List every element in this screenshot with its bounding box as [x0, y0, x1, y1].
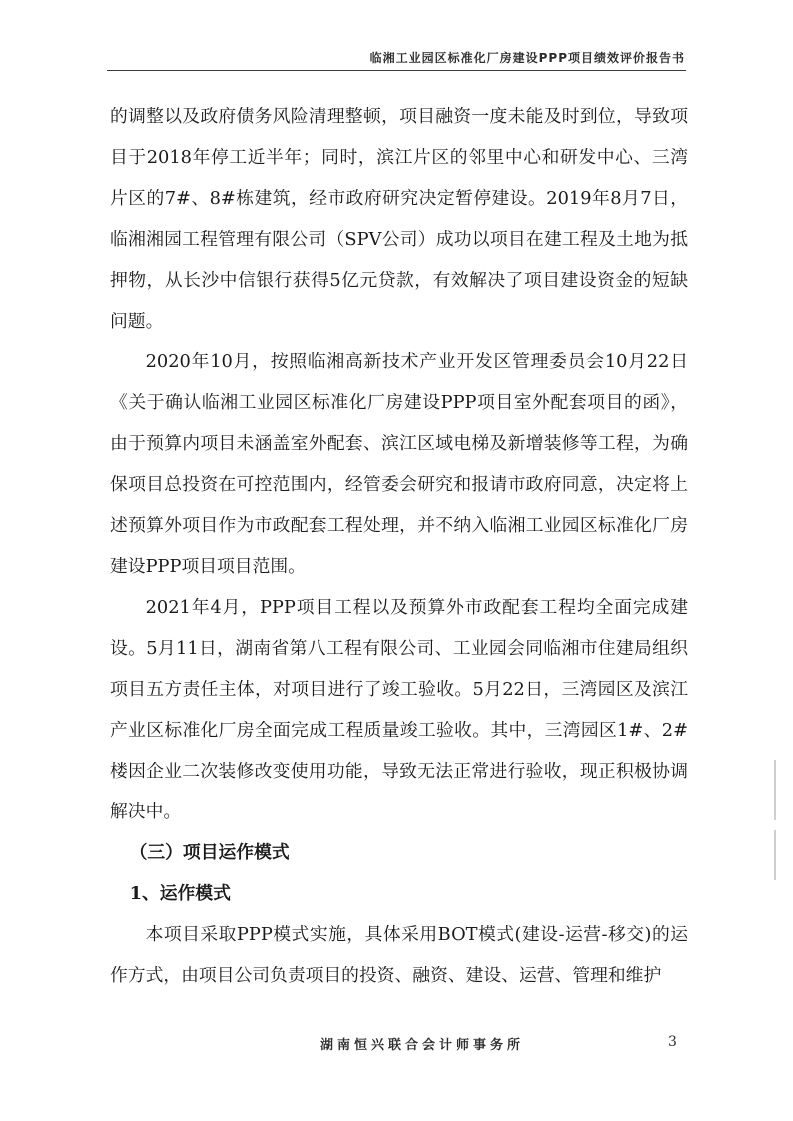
- paragraph-operation-mode: 本项目采取PPP模式实施，具体采用BOT模式(建设-运营-移交)的运作方式，由项目公司负责项目的投资、融资、建设、运营、管理和维护: [110, 924, 688, 987]
- scan-edge-mark: [774, 830, 776, 880]
- subsection-heading: 1、运作模式: [129, 883, 231, 905]
- paragraph-continuation: 的调整以及政府债务风险清理整顿，项目融资一度未能及时到位，导致项目于2018年停工近半年；同时，滨江片区的邻里中心和研发中心、三湾片区的7#、8#栋建筑，经市政府研究决定暂停建设。2019年8月7日，临湘湘园工程管理有限公司（SPV公司）成功以项目在建工程及土地为抵押物，从长沙中信银行获得5亿元贷款，有效解决了项目建设资金的短缺问题。: [110, 106, 688, 332]
- header-rule: [107, 70, 686, 71]
- document-body: [110, 97, 688, 997]
- page-footer: [0, 1034, 793, 1054]
- paragraph-2021: 2021年4月，PPP项目工程以及预算外市政配套工程均全面完成建设。5月11日，湖南省第八工程有限公司、工业园会同临湘市住建局组织项目五方责任主体，对项目进行了竣工验收。5月22日，三湾园区及滨江产业区标准化厂房全面完成工程质量竣工验收。其中，三湾园区1#、2#楼因企业二次装修改变使用功能，导致无法正常进行验收，现正积极协调解决中。: [110, 596, 688, 823]
- scan-edge-mark: [774, 760, 776, 820]
- firm-name: 湖南恒兴联合会计师事务所: [320, 1038, 525, 1053]
- paragraph-2020: 2020年10月，按照临湘高新技术产业开发区管理委员会10月22日《关于确认临湘工业园区标准化厂房建设PPP项目室外配套项目的函》，由于预算内项目未涵盖室外配套、滨江区域电梯及新增装修等工程，为确保项目总投资在可控范围内，经管委会研究和报请市政府同意，决定将上述预算外项目作为市政配套工程处理，并不纳入临湘工业园区标准化厂房建设PPP项目项目范围。: [110, 351, 688, 577]
- section-heading: （三）项目运作模式: [129, 842, 290, 864]
- running-header: 临湘工业园区标准化厂房建设PPP项目绩效评价报告书: [369, 51, 685, 65]
- page-number: 3: [668, 1034, 677, 1050]
